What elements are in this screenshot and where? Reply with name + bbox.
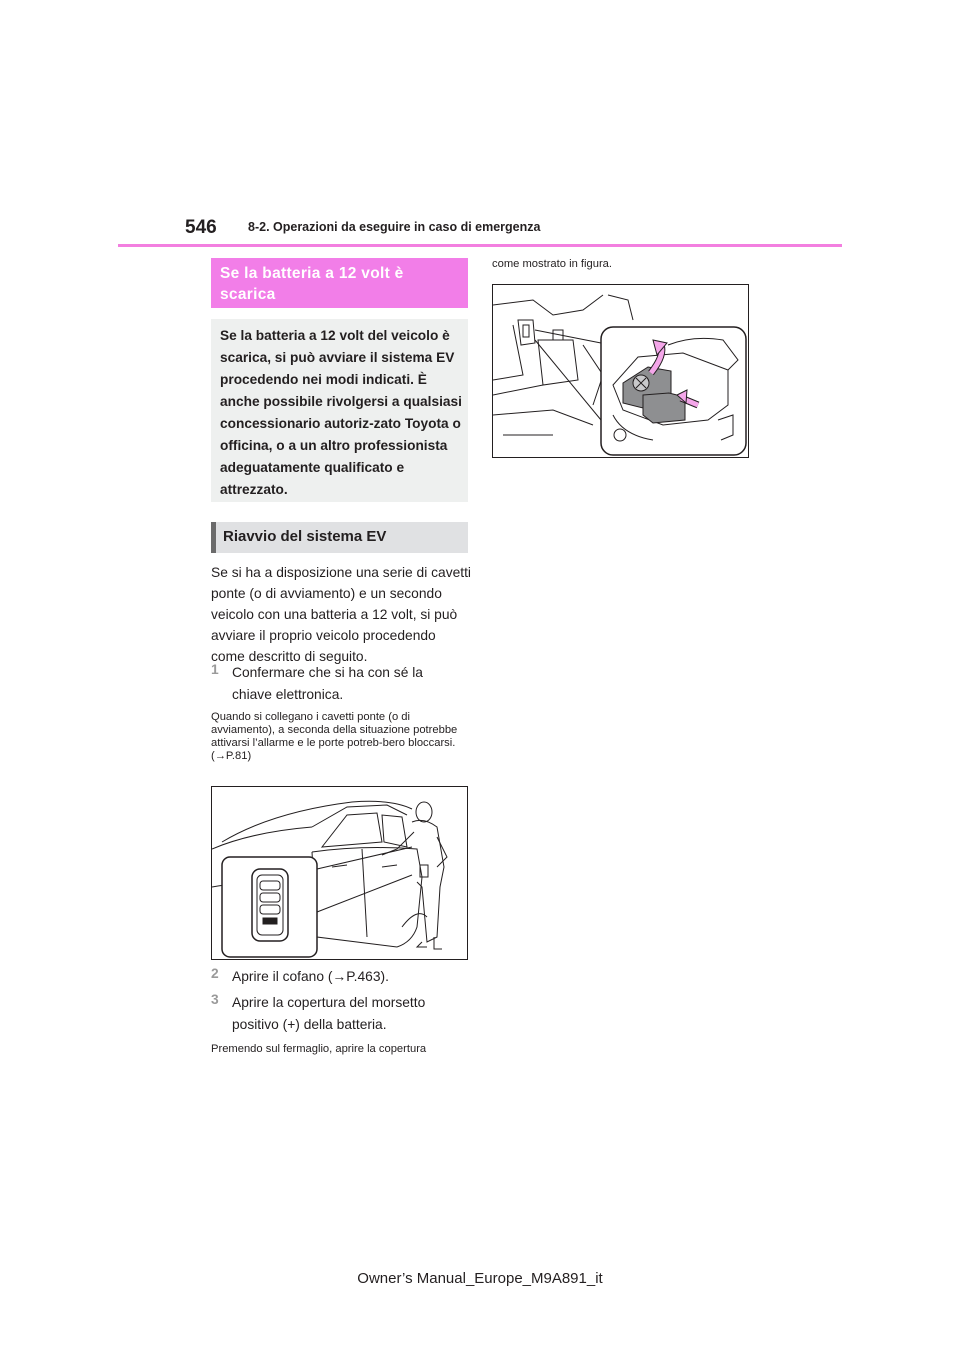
- info-box: [211, 319, 468, 502]
- electronic-key-illustration: [211, 786, 468, 960]
- step-1-text: Confermare che si ha con sé la chiave elettronica.: [232, 665, 423, 702]
- footer-manual-id: Owner’s Manual_Europe_M9A891_it: [357, 1270, 603, 1287]
- intro-paragraph: Se si ha a disposizione una serie di cavetti ponte (o di avviamento) e un secondo veicolo con una batteria a 12 volt, si può avviare il proprio veicolo procedendo come descritto di seguito.: [211, 565, 471, 664]
- battery-heading: Se la batteria a 12 volt è scarica: [220, 265, 404, 303]
- step-1-number: 1: [211, 662, 219, 677]
- header-rule: [118, 244, 842, 247]
- step-2-text: Aprire il cofano (→P.463).: [232, 969, 389, 984]
- note-alarm: Quando si collegano i cavetti ponte (o di avviamento), a seconda della situazione potrebbe attivarsi l’allarme e le porte potreb-bero bloccarsi. (→P.81): [211, 711, 458, 762]
- note-open-cover-continued: come mostrato in figura.: [492, 258, 613, 270]
- info-text: Se la batteria a 12 volt del veicolo è scarica, si può avviare il sistema EV procedendo nei modi indicati. È anche possibile rivolgersi a qualsiasi concessionario autoriz-zato Toyota o officina, o a un altro professionista adeguatamente qualificato e attrezzato.: [220, 328, 462, 497]
- section-header: 8-2. Operazioni da eseguire in caso di emergenza: [248, 220, 541, 234]
- note-open-cover: Premendo sul fermaglio, aprire la copertura: [211, 1043, 427, 1055]
- battery-cover-drawing: [493, 285, 748, 457]
- step-3-text: Aprire la copertura del morsetto positivo (+) della batteria.: [232, 995, 426, 1032]
- step-2-number: 2: [211, 966, 219, 981]
- ev-restart-heading-box: [211, 522, 468, 553]
- step-3-number: 3: [211, 992, 219, 1007]
- car-person-key-drawing: [212, 787, 467, 959]
- heading-bar: [211, 522, 216, 553]
- battery-cover-illustration: [492, 284, 749, 458]
- ev-restart-heading: Riavvio del sistema EV: [223, 528, 387, 545]
- page-number: 546: [185, 217, 217, 238]
- battery-heading-box: [211, 258, 468, 308]
